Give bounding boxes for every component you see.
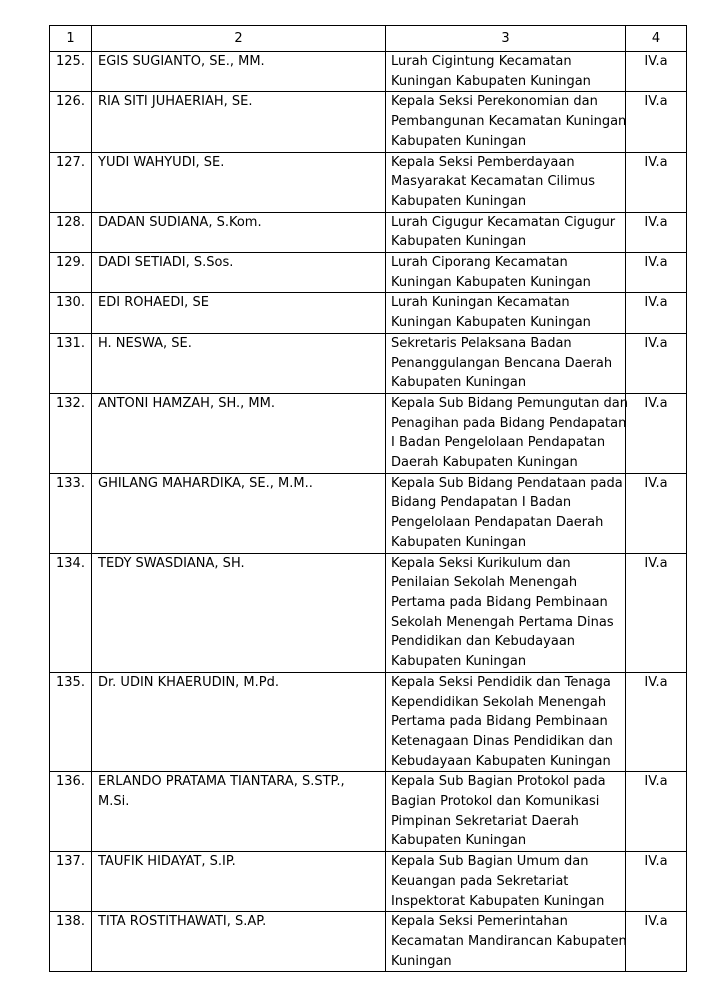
row-number-cell: 134. — [50, 553, 92, 672]
table-row — [50, 212, 687, 252]
position-line: Kepala Seksi Pendidik dan Tenaga — [391, 674, 611, 690]
personnel-table — [49, 25, 687, 972]
position-line: Kepala Seksi Pemberdayaan — [391, 154, 575, 170]
position-line: Kebudayaan Kabupaten Kuningan — [391, 753, 611, 769]
employee-name-cell — [92, 393, 386, 473]
grade-cell: IV.a — [626, 152, 687, 212]
position-line: Kepala Seksi Kurikulum dan — [391, 555, 571, 571]
employee-name-cell — [92, 293, 386, 333]
position-line: Kabupaten Kuningan — [391, 534, 527, 550]
employee-name-line: TAUFIK HIDAYAT, S.IP. — [98, 854, 236, 870]
row-number-cell: 132. — [50, 393, 92, 473]
position-cell — [386, 333, 626, 393]
employee-name-cell — [92, 473, 386, 553]
grade-cell: IV.a — [626, 772, 687, 852]
position-cell — [386, 553, 626, 672]
position-line: Kepala Seksi Pemerintahan — [391, 914, 568, 930]
row-number-cell: 125. — [50, 52, 92, 92]
grade-cell: IV.a — [626, 672, 687, 772]
position-line: Bagian Protokol dan Komunikasi — [391, 794, 600, 810]
column-header-4: 4 — [626, 26, 687, 52]
position-line: Lurah Kuningan Kecamatan — [391, 295, 570, 311]
table-row — [50, 393, 687, 473]
employee-name-line: GHILANG MAHARDIKA, SE., M.M.. — [98, 475, 313, 491]
position-line: Kabupaten Kuningan — [391, 375, 527, 391]
grade-cell: IV.a — [626, 92, 687, 152]
position-line: Pendidikan dan Kebudayaan — [391, 634, 576, 650]
row-number-cell: 136. — [50, 772, 92, 852]
position-cell — [386, 912, 626, 972]
employee-name-line: ANTONI HAMZAH, SH., MM. — [98, 395, 275, 411]
table-row — [50, 473, 687, 553]
table-row — [50, 553, 687, 672]
employee-name-cell — [92, 253, 386, 293]
employee-name-cell — [92, 772, 386, 852]
position-line: Pertama pada Bidang Pembinaan — [391, 714, 608, 730]
position-line: Keuangan pada Sekretariat — [391, 873, 569, 889]
row-number-cell: 138. — [50, 912, 92, 972]
grade-cell: IV.a — [626, 852, 687, 912]
header-row — [50, 26, 687, 52]
position-line: Masyarakat Kecamatan Cilimus — [391, 174, 596, 190]
employee-name-cell — [92, 152, 386, 212]
column-header-3: 3 — [386, 26, 626, 52]
grade-cell: IV.a — [626, 212, 687, 252]
table-row — [50, 52, 687, 92]
employee-name-line: M.Si. — [98, 794, 130, 810]
employee-name-cell — [92, 52, 386, 92]
table-row — [50, 852, 687, 912]
position-cell — [386, 393, 626, 473]
position-line: Kabupaten Kuningan — [391, 234, 527, 250]
table-body — [50, 52, 687, 972]
position-line: Pembangunan Kecamatan Kuningan — [391, 114, 627, 130]
position-line: Kuningan Kabupaten Kuningan — [391, 315, 591, 331]
employee-name-line: ERLANDO PRATAMA TIANTARA, S.STP., — [98, 774, 345, 790]
employee-name-line: DADI SETIADI, S.Sos. — [98, 255, 234, 271]
row-number-cell: 128. — [50, 212, 92, 252]
row-number-cell: 133. — [50, 473, 92, 553]
position-cell — [386, 473, 626, 553]
position-cell — [386, 52, 626, 92]
position-line: Sekretaris Pelaksana Badan — [391, 335, 572, 351]
position-line: Kabupaten Kuningan — [391, 833, 527, 849]
table-row — [50, 152, 687, 212]
position-line: Kuningan Kabupaten Kuningan — [391, 73, 591, 89]
position-line: Kepala Sub Bidang Pemungutan dan — [391, 395, 628, 411]
position-line: Kepala Sub Bagian Umum dan — [391, 854, 589, 870]
position-line: Penanggulangan Bencana Daerah — [391, 355, 613, 371]
row-number-cell: 131. — [50, 333, 92, 393]
table-header — [50, 26, 687, 52]
row-number-cell: 129. — [50, 253, 92, 293]
position-cell — [386, 772, 626, 852]
row-number-cell: 130. — [50, 293, 92, 333]
employee-name-line: EDI ROHAEDI, SE — [98, 295, 209, 311]
employee-name-cell — [92, 912, 386, 972]
employee-name-line: DADAN SUDIANA, S.Kom. — [98, 214, 262, 230]
position-line: Kepala Seksi Perekonomian dan — [391, 94, 598, 110]
position-line: Lurah Cigugur Kecamatan Cigugur — [391, 214, 616, 230]
row-number-cell: 127. — [50, 152, 92, 212]
grade-cell: IV.a — [626, 553, 687, 672]
employee-name-line: TEDY SWASDIANA, SH. — [98, 555, 245, 571]
position-line: Pimpinan Sekretariat Daerah — [391, 813, 579, 829]
position-line: Kecamatan Mandirancan Kabupaten — [391, 933, 627, 949]
employee-name-cell — [92, 333, 386, 393]
employee-name-cell — [92, 852, 386, 912]
grade-cell: IV.a — [626, 253, 687, 293]
position-line: Lurah Cigintung Kecamatan — [391, 54, 572, 69]
position-line: Bidang Pendapatan I Badan — [391, 495, 572, 511]
position-cell — [386, 253, 626, 293]
table-row — [50, 92, 687, 152]
grade-cell: IV.a — [626, 393, 687, 473]
position-cell — [386, 212, 626, 252]
employee-name-cell — [92, 553, 386, 672]
position-line: I Badan Pengelolaan Pendapatan — [391, 435, 606, 451]
position-line: Lurah Ciporang Kecamatan — [391, 255, 568, 271]
position-line: Inspektorat Kabupaten Kuningan — [391, 893, 605, 909]
grade-cell: IV.a — [626, 293, 687, 333]
table-row — [50, 253, 687, 293]
grade-cell: IV.a — [626, 473, 687, 553]
position-line: Pertama pada Bidang Pembinaan — [391, 594, 608, 610]
position-line: Kependidikan Sekolah Menengah — [391, 694, 607, 710]
position-cell — [386, 152, 626, 212]
position-cell — [386, 672, 626, 772]
employee-name-cell — [92, 672, 386, 772]
position-cell — [386, 852, 626, 912]
position-line: Penilaian Sekolah Menengah — [391, 575, 578, 591]
employee-name-cell — [92, 212, 386, 252]
employee-name-line: Dr. UDIN KHAERUDIN, M.Pd. — [98, 674, 280, 690]
position-line: Kuningan Kabupaten Kuningan — [391, 274, 591, 290]
position-line: Daerah Kabupaten Kuningan — [391, 455, 578, 471]
position-cell — [386, 293, 626, 333]
table-row — [50, 912, 687, 972]
position-line: Pengelolaan Pendapatan Daerah — [391, 515, 604, 531]
grade-cell: IV.a — [626, 52, 687, 92]
employee-name-line: TITA ROSTITHAWATI, S.AP. — [98, 914, 267, 930]
position-cell — [386, 92, 626, 152]
position-line: Penagihan pada Bidang Pendapatan — [391, 415, 627, 431]
column-header-1: 1 — [50, 26, 92, 52]
position-line: Kabupaten Kuningan — [391, 133, 527, 149]
row-number-cell: 135. — [50, 672, 92, 772]
column-header-2: 2 — [92, 26, 386, 52]
employee-name-line: RIA SITI JUHAERIAH, SE. — [98, 94, 253, 110]
employee-name-line: H. NESWA, SE. — [98, 335, 192, 351]
position-line: Kabupaten Kuningan — [391, 193, 527, 209]
employee-name-line: YUDI WAHYUDI, SE. — [98, 154, 225, 170]
table-row — [50, 672, 687, 772]
position-line: Kuningan — [391, 953, 452, 969]
employee-name-cell — [92, 92, 386, 152]
employee-name-line: EGIS SUGIANTO, SE., MM. — [98, 54, 265, 69]
row-number-cell: 137. — [50, 852, 92, 912]
table-row — [50, 293, 687, 333]
row-number-cell: 126. — [50, 92, 92, 152]
table-row — [50, 772, 687, 852]
position-line: Kabupaten Kuningan — [391, 654, 527, 670]
grade-cell: IV.a — [626, 333, 687, 393]
table-row — [50, 333, 687, 393]
grade-cell: IV.a — [626, 912, 687, 972]
position-line: Kepala Sub Bagian Protokol pada — [391, 774, 606, 790]
position-line: Sekolah Menengah Pertama Dinas — [391, 614, 614, 630]
position-line: Kepala Sub Bidang Pendataan pada — [391, 475, 623, 491]
position-line: Ketenagaan Dinas Pendidikan dan — [391, 733, 613, 749]
